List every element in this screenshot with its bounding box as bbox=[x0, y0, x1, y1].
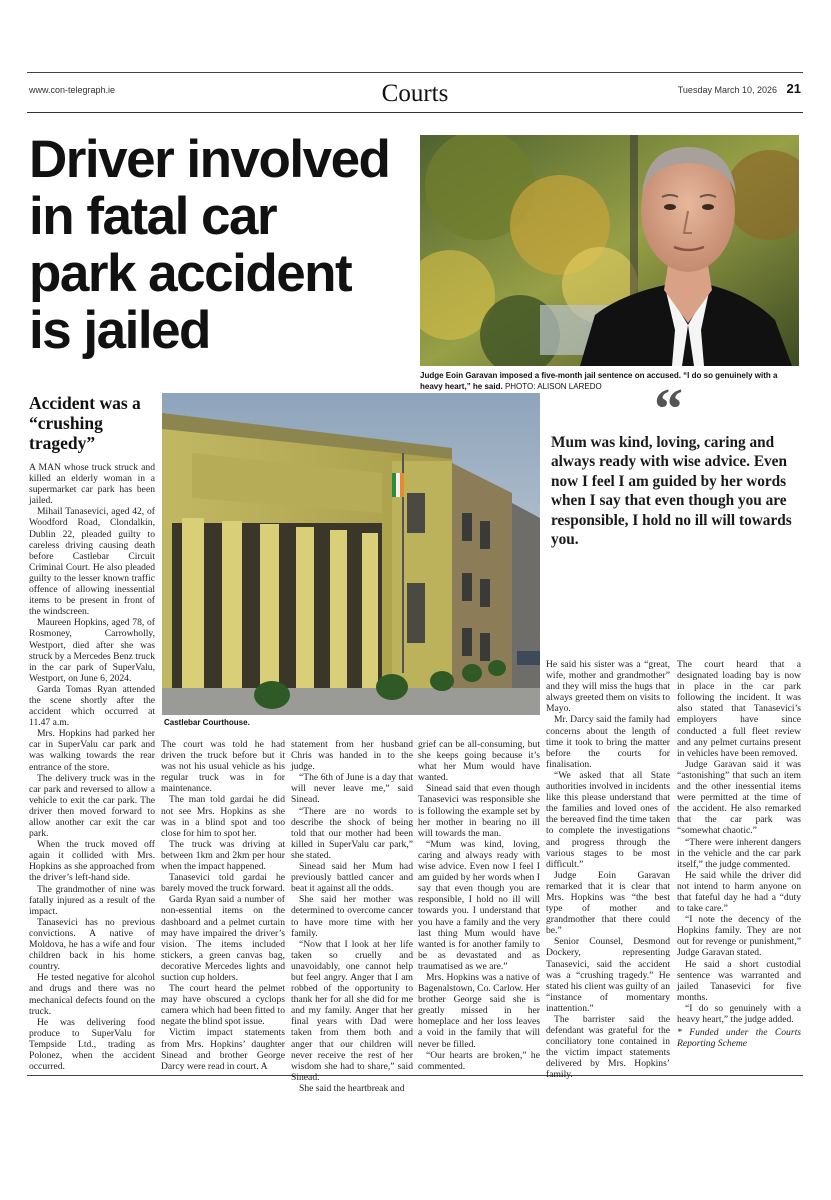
paragraph: Senior Counsel, Desmond Dockery, representing Tanasevici, said the accident was a “crushing tragedy.” He stated his client was guilty of an “instance of momentary inattention.” bbox=[546, 936, 670, 1014]
paragraph: Mrs. Hopkins was a native of Bagenalstown, Co. Carlow. Her brother George said she is greatly missed in her homeplace and her loss leaves a void in the family that will never be filled. bbox=[418, 971, 540, 1050]
paragraph: The court heard that a designated loading bay is now in place in the car park following the incident. It was also stated that Tanasevici’s employers have since conducted a full fleet review and any pelmet curtains present in vehicles have been removed. bbox=[677, 659, 801, 759]
judge-photo bbox=[420, 135, 799, 366]
paragraph: “I do so genuinely with a heavy heart,” the judge added. bbox=[677, 1002, 801, 1025]
paragraph: Mr. Darcy said the family had concerns about the length of time it took to bring the matter before the courts for finalisation. bbox=[546, 714, 670, 770]
paragraph: Tanasevici told gardai he barely moved the truck forward. bbox=[161, 872, 285, 895]
courthouse-photo bbox=[162, 393, 540, 715]
paragraph: Judge Eoin Garavan remarked that it is clear that Mrs. Hopkins was “the best type of mother and grandmother that there could be.” bbox=[546, 869, 670, 937]
pull-quote: Mum was kind, loving, caring and always ready with wise advice. Even now I feel I am guided by her words when I say that even though you are responsible, I hold no ill will towards you. bbox=[551, 434, 792, 549]
paragraph: “We asked that all State authorities involved in incidents like this please understand that the families and loved ones of the bereaved find the time taken to complete the investigations and progress through the various stages to be most difficult.” bbox=[546, 769, 670, 870]
paragraph: He said his sister was a “great, wife, mother and grandmother” and they will miss the hugs that always greeted them on visits to Mayo. bbox=[546, 659, 670, 715]
headline bbox=[29, 131, 409, 359]
headline-line: park accident bbox=[29, 244, 352, 303]
paragraph: Judge Garavan said it was “astonishing” that such an item and the other inessential items were permitted at the time of the accident. He also remarked that the car park was “somewhat chaotic.” bbox=[677, 758, 801, 837]
article-column-3 bbox=[291, 739, 413, 1094]
paragraph: The grandmother of nine was fatally injured as a result of the impact. bbox=[29, 883, 155, 917]
paragraph: statement from her husband Chris was handed in to the judge. bbox=[291, 739, 413, 773]
photo-credit: PHOTO: ALISON LAREDO bbox=[504, 382, 602, 391]
section-title: Courts bbox=[381, 80, 449, 107]
article-column-1 bbox=[29, 462, 155, 1072]
judge-photo-caption bbox=[420, 370, 800, 392]
paragraph: Maureen Hopkins, aged 78, of Rosmoney, Carrowholly, Westport, died after she was struck by a Mercedes Benz truck in the car park of SuperValu, Westport, on June 6, 2024. bbox=[29, 617, 156, 684]
paragraph: Garda Ryan said a number of non-essential items on the dashboard and a pelmet curtain may have impaired the driver’s vision. The items included stickers, a green canvas bag, decorative Mercedes lights and suction cup holders. bbox=[161, 894, 285, 983]
article-column-4 bbox=[418, 739, 540, 1072]
paragraph: Garda Tomas Ryan attended the scene shortly after the accident which occurred at 11.47 a.m. bbox=[29, 683, 155, 729]
paragraph: “Mum was kind, loving, caring and always ready with wise advice. Even now I feel I am guided by her words when I say that even though you are responsible, I hold no ill will towards you. I understand that you have a family and the very last thing Mum would have wanted is for another family to be as devastated and as traumatised as we are.” bbox=[418, 838, 540, 972]
paragraph: She said her mother was determined to overcome cancer to have more time with her family. bbox=[291, 894, 413, 939]
quote-mark-icon: “ bbox=[654, 376, 683, 441]
caption-text: Judge Eoin Garavan imposed a five-month jail sentence on accused. “I do so genuinely with a heavy heart,” he said. bbox=[420, 371, 778, 391]
paragraph: “I note the decency of the Hopkins family. They are not out for revenge or punishment,” Judge Garavan stated. bbox=[677, 914, 801, 959]
page-number: 21 bbox=[786, 81, 801, 96]
issue-date: Tuesday March 10, 2026 bbox=[677, 85, 777, 95]
paragraph: The truck was driving at between 1km and 2km per hour when the impact happened. bbox=[161, 838, 285, 873]
site-url: www.con-telegraph.ie bbox=[29, 85, 116, 95]
paragraph: Tanasevici has no previous convictions. A native of Moldova, he has a wife and four children back in his home country. bbox=[29, 916, 155, 973]
paragraph: Mrs. Hopkins had parked her car in SuperValu car park and was walking towards the rear entrance of the store. bbox=[29, 728, 155, 773]
funding-note: * Funded under the Courts Reporting Scheme bbox=[677, 1027, 801, 1050]
newspaper-page bbox=[27, 72, 803, 1094]
paragraph: The man told gardai he did not see Mrs. Hopkins as she was in a blind spot and too close for him to spot her. bbox=[161, 794, 285, 839]
paragraph: He tested negative for alcohol and drugs and there was no mechanical defects found on the truck. bbox=[29, 972, 155, 1017]
paragraph: He said a short custodial sentence was warranted and jailed Tanasevici for five months. bbox=[677, 958, 801, 1003]
paragraph: He said while the driver did not intend to harm anyone on that fateful day he had a “duty to take care.” bbox=[677, 869, 801, 915]
paragraph: “There are no words to describe the shock of being told that our mother had been killed in SuperValu car park,” she stated. bbox=[291, 805, 413, 861]
paragraph: The court was told he had driven the truck before but it was not his usual vehicle as his regular truck was in for maintenance. bbox=[161, 739, 285, 795]
page-header bbox=[27, 73, 803, 113]
article-column-2 bbox=[161, 739, 285, 1072]
paragraph: Mihail Tanasevici, aged 42, of Woodford Road, Clondalkin, Dublin 22, pleaded guilty to careless driving causing death before Castlebar Circuit Criminal Court. He also pleaded guilty to the lesser known traffic offence of allowing inessential items to be present in front of the windscreen. bbox=[29, 506, 155, 618]
paragraph: grief can be all-consuming, but she keeps going because it’s what her Mum would have wanted. bbox=[418, 739, 540, 784]
subheadline: Accident was a “crushing tragedy” bbox=[29, 393, 141, 453]
paragraph: When the truck moved off again it collided with Mrs. Hopkins as she approached from the driver’s left-hand side. bbox=[29, 839, 155, 884]
paragraph: “The 6th of June is a day that will never leave me,” said Sinead. bbox=[291, 772, 413, 806]
paragraph: “Now that I look at her life taken so cruelly and unavoidably, one cannot help but feel angry. Anger that I am robbed of the opportunity to thank her for all she did for me and my family. Anger that her final years with Dad were taken from them both and anger that our children will never receive the rest of her wisdom she had to share,” said Sinead. bbox=[291, 938, 413, 1083]
paragraph: A MAN whose truck struck and killed an elderly woman in a supermarket car park has been jailed. bbox=[29, 462, 155, 507]
courthouse-photo-caption: Castlebar Courthouse. bbox=[164, 718, 250, 727]
paragraph: She said the heartbreak and bbox=[299, 1082, 405, 1094]
paragraph: “Our hearts are broken,” he commented. bbox=[418, 1049, 540, 1072]
paragraph: Sinead said that even though Tanasevici was responsible she is following the example set by her mother in bearing no ill will towards the man. bbox=[418, 783, 540, 839]
paragraph: The barrister said the defendant was grateful for the conciliatory tone contained in the victim impact statements delivered by Mrs. Hopkins’ family. bbox=[546, 1014, 670, 1081]
paragraph: The court heard the pelmet may have obscured a cyclops camera which had been fitted to negate the blind spot issue. bbox=[161, 983, 285, 1028]
article-column-6 bbox=[677, 659, 801, 1049]
paragraph: The delivery truck was in the car park and reversed to allow a vehicle to exit the car park. The driver then moved forward to allow another car exit the car park. bbox=[29, 772, 155, 840]
paragraph: Sinead said her Mum had previously battled cancer and beat it against all the odds. bbox=[291, 861, 413, 895]
headline-line: Driver involved bbox=[29, 130, 390, 189]
paragraph: He was delivering food produce to SuperValu for Tempside Ltd., trading as Polonez, when the accident occurred. bbox=[29, 1016, 155, 1073]
headline-line: in fatal car bbox=[29, 187, 277, 246]
article-column-5 bbox=[546, 659, 670, 1081]
headline-line: is jailed bbox=[29, 301, 210, 360]
paragraph: “There were inherent dangers in the vehicle and the car park itself,” the judge commented. bbox=[677, 836, 801, 870]
paragraph: Victim impact statements from Mrs. Hopkins’ daughter Sinead and brother George Darcy were read in court. A bbox=[161, 1027, 285, 1072]
